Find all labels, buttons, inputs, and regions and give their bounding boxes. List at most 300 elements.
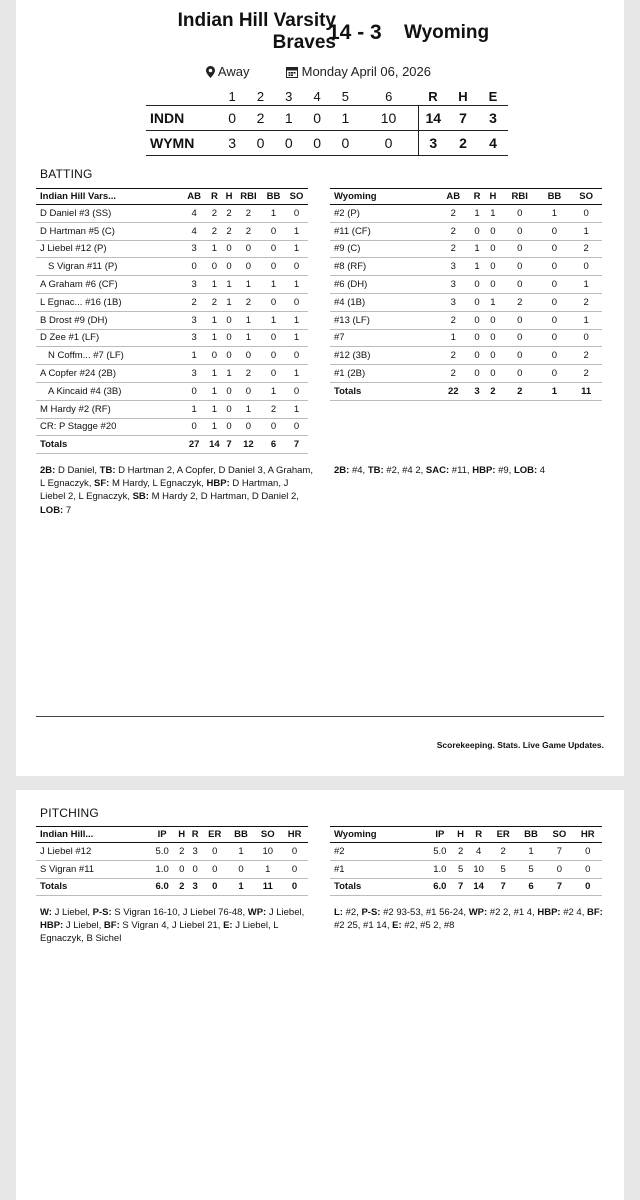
inning-score: 1 (331, 105, 359, 130)
total-cell: 1 (228, 878, 255, 896)
stat-cell: 0 (485, 276, 501, 294)
stat-cell: 2 (437, 240, 469, 258)
player-name: J Liebel #12 (P) (36, 240, 183, 258)
inning-score: 0 (303, 105, 331, 130)
player-name: #4 (1B) (330, 293, 437, 311)
column-header: HR (281, 827, 308, 843)
stat-cell: 0 (539, 258, 571, 276)
stat-cell: 3 (183, 240, 206, 258)
inning-score: 0 (331, 130, 359, 155)
inning-score: 0 (218, 105, 246, 130)
column-header: RBI (501, 189, 539, 205)
stat-cell: 3 (437, 258, 469, 276)
stat-cell: 0 (539, 276, 571, 294)
hits-header: H (458, 88, 468, 104)
stat-cell: 0 (485, 258, 501, 276)
stat-cell: 2 (454, 843, 468, 861)
inning-header: 5 (341, 88, 350, 104)
hits-total: 7 (448, 105, 478, 130)
note-label: WP: (247, 907, 267, 918)
total-cell: 0 (281, 878, 308, 896)
note-label: L: (334, 907, 343, 918)
note-text: S Vigran 4, J Liebel 21, (119, 920, 224, 932)
stat-cell: 2 (570, 347, 602, 365)
note-text: 4 (537, 465, 546, 476)
player-row (36, 276, 308, 294)
column-header: R (469, 189, 485, 205)
player-name: S Vigran #11 (P) (36, 258, 183, 276)
home-pitching-notes (40, 906, 316, 946)
stat-cell: 0 (223, 329, 234, 347)
column-header: ER (490, 827, 517, 843)
stat-cell: 10 (468, 860, 490, 878)
total-cell: 7 (454, 878, 468, 896)
stat-cell: 0 (285, 418, 308, 436)
totals-row (330, 382, 602, 400)
stat-cell: 0 (285, 205, 308, 223)
runs-total: 3 (418, 130, 448, 155)
stats-header-row (330, 189, 602, 205)
stat-cell: 0 (501, 329, 539, 347)
stat-cell: 0 (285, 347, 308, 365)
home-batting-notes (40, 464, 316, 517)
stat-cell: 1 (437, 329, 469, 347)
player-name: M Hardy #2 (RF) (36, 400, 183, 418)
stat-cell: 0 (223, 311, 234, 329)
player-row (330, 860, 602, 878)
note-label: W: (40, 907, 52, 918)
stat-cell: 1 (285, 222, 308, 240)
stat-cell: 1 (469, 258, 485, 276)
stat-cell: 3 (437, 276, 469, 294)
stat-cell: 0 (223, 347, 234, 365)
total-cell: 3 (469, 382, 485, 400)
stat-cell: 4 (183, 222, 206, 240)
stat-cell: 1 (285, 365, 308, 383)
stat-cell: 0 (539, 293, 571, 311)
stat-cell: 0 (485, 347, 501, 365)
stat-cell: 5 (454, 860, 468, 878)
column-header: BB (517, 827, 545, 843)
stat-cell: 1 (235, 400, 262, 418)
stat-cell: 0 (501, 258, 539, 276)
column-header: SO (285, 189, 308, 205)
linescore-row-home (146, 105, 508, 130)
note-text: J Liebel, (266, 907, 305, 918)
stats-header-row (36, 189, 308, 205)
home-team-line2: Braves (272, 32, 336, 53)
stat-cell: 1 (206, 240, 224, 258)
stat-cell: 0 (235, 418, 262, 436)
player-name: A Copfer #24 (2B) (36, 365, 183, 383)
calendar-icon (286, 66, 298, 78)
player-row (330, 205, 602, 223)
stat-cell: 0 (574, 843, 602, 861)
note-label: HBP: (40, 920, 64, 932)
total-cell: 11 (254, 878, 281, 896)
stat-cell: 0 (570, 205, 602, 223)
stat-cell: 2 (175, 843, 188, 861)
stat-cell: 0 (262, 293, 285, 311)
away-pitching-notes (334, 906, 610, 932)
stat-cell: 4 (183, 205, 206, 223)
stat-cell: 2 (223, 205, 234, 223)
column-header: Wyoming (330, 827, 426, 843)
runs-header: R (428, 88, 438, 104)
stat-cell: 4 (468, 843, 490, 861)
stat-cell: 2 (206, 222, 224, 240)
column-header: ER (202, 827, 228, 843)
column-header: RBI (235, 189, 262, 205)
stat-cell: 0 (285, 382, 308, 400)
stat-cell: 0 (570, 258, 602, 276)
total-cell: 7 (545, 878, 573, 896)
stat-cell: 0 (188, 860, 201, 878)
totals-label: Totals (36, 436, 183, 454)
player-row (330, 843, 602, 861)
note-text: #2, (342, 907, 362, 918)
column-header: H (485, 189, 501, 205)
stat-cell: 0 (501, 311, 539, 329)
stat-cell: 1.0 (149, 860, 175, 878)
inning-score: 10 (360, 105, 418, 130)
note-text: #2 25, #1 14, (334, 920, 393, 932)
player-row (330, 222, 602, 240)
stat-cell: 1 (570, 222, 602, 240)
player-row (36, 400, 308, 418)
total-cell: 12 (235, 436, 262, 454)
column-header: Wyoming (330, 189, 437, 205)
inning-score: 1 (275, 105, 303, 130)
player-row (36, 258, 308, 276)
linescore-header-row (146, 88, 508, 105)
date-text: Monday April 06, 2026 (301, 64, 431, 79)
stat-cell: 0 (539, 240, 571, 258)
note-label: TB: (99, 465, 116, 476)
stat-cell: 1 (485, 293, 501, 311)
home-pitching-table (36, 826, 308, 896)
column-header: HR (574, 827, 602, 843)
note-text: #2 2, #1 4, (487, 907, 538, 918)
stat-cell: 0 (235, 258, 262, 276)
stat-cell: 0 (235, 240, 262, 258)
note-text: #2 93-53, #1 56-24, (380, 907, 469, 918)
player-name: #7 (330, 329, 437, 347)
inning-score: 0 (275, 130, 303, 155)
stat-cell: 3 (437, 293, 469, 311)
stat-cell: 2 (490, 843, 517, 861)
stat-cell: 1 (206, 329, 224, 347)
pitching-page (16, 790, 624, 1200)
note-label: E: (392, 920, 402, 932)
stat-cell: 0 (539, 347, 571, 365)
stat-cell: 0 (202, 860, 228, 878)
player-name: B Drost #9 (DH) (36, 311, 183, 329)
inning-header: 4 (313, 88, 321, 104)
note-label: P-S: (361, 907, 381, 918)
column-header: SO (570, 189, 602, 205)
stat-cell: 1 (206, 311, 224, 329)
totals-label: Totals (36, 878, 149, 896)
note-label: BF: (103, 920, 120, 932)
player-row (36, 222, 308, 240)
stat-cell: 1 (539, 205, 571, 223)
player-name: #9 (C) (330, 240, 437, 258)
batting-page (16, 0, 624, 776)
inning-score: 3 (218, 130, 246, 155)
column-header: BB (262, 189, 285, 205)
stat-cell: 1 (228, 843, 255, 861)
total-cell: 7 (285, 436, 308, 454)
total-cell: 14 (468, 878, 490, 896)
player-row (330, 276, 602, 294)
stat-cell: 10 (254, 843, 281, 861)
stat-cell: 0 (262, 258, 285, 276)
total-cell: 0 (574, 878, 602, 896)
stat-cell: 0 (223, 400, 234, 418)
stat-cell: 0 (262, 329, 285, 347)
note-label: LOB: (40, 504, 64, 516)
column-header: H (175, 827, 188, 843)
stat-cell: 0 (501, 205, 539, 223)
stat-cell: 0 (485, 240, 501, 258)
stat-cell: 2 (223, 222, 234, 240)
note-label: SF: (94, 478, 110, 490)
player-row (36, 347, 308, 365)
column-header: H (454, 827, 468, 843)
player-name: #8 (RF) (330, 258, 437, 276)
total-cell: 11 (570, 382, 602, 400)
stat-cell: 1 (183, 400, 206, 418)
stat-cell: 2 (235, 293, 262, 311)
stat-cell: 1 (285, 276, 308, 294)
player-name: A Kincaid #4 (3B) (36, 382, 183, 400)
stat-cell: 0 (262, 222, 285, 240)
player-name: S Vigran #11 (36, 860, 149, 878)
player-row (36, 365, 308, 383)
stat-cell: 5 (517, 860, 545, 878)
stat-cell: 2 (437, 311, 469, 329)
player-row (330, 240, 602, 258)
stat-cell: 0 (262, 418, 285, 436)
stat-cell: 0 (485, 311, 501, 329)
player-row (330, 293, 602, 311)
note-label: HBP: (537, 907, 561, 918)
player-name: L Egnac... #16 (1B) (36, 293, 183, 311)
player-row (36, 382, 308, 400)
note-text: #2, #5 2, #8 (401, 920, 455, 932)
note-text: J Liebel, (63, 920, 104, 932)
totals-row (36, 878, 308, 896)
stat-cell: 0 (574, 860, 602, 878)
team-abbr: INDN (146, 105, 218, 130)
inning-header: 1 (228, 88, 236, 104)
stat-cell: 1 (285, 400, 308, 418)
stat-cell: 0 (285, 293, 308, 311)
stat-cell: 1 (223, 276, 234, 294)
stat-cell: 1 (206, 276, 224, 294)
stat-cell: 0 (262, 240, 285, 258)
stat-cell: 0 (469, 293, 485, 311)
total-cell: 2 (175, 878, 188, 896)
player-name: #13 (LF) (330, 311, 437, 329)
stat-cell: 1 (262, 382, 285, 400)
player-row (36, 843, 308, 861)
player-row (36, 860, 308, 878)
errors-total: 4 (478, 130, 508, 155)
note-text: D Hartman, J Liebel 2, L Egnaczyk, (40, 478, 289, 503)
stat-cell: 0 (235, 382, 262, 400)
stats-header-row (36, 827, 308, 843)
inning-score: 0 (303, 130, 331, 155)
stat-cell: 1 (254, 860, 281, 878)
stat-cell: 0 (235, 347, 262, 365)
away-batting-table (330, 188, 602, 401)
stat-cell: 0 (202, 843, 228, 861)
stat-cell: 0 (469, 222, 485, 240)
stat-cell: 2 (437, 347, 469, 365)
stat-cell: 2 (437, 205, 469, 223)
total-cell: 0 (202, 878, 228, 896)
stat-cell: 2 (570, 240, 602, 258)
player-row (36, 311, 308, 329)
stat-cell: 0 (469, 347, 485, 365)
stat-cell: 1 (206, 382, 224, 400)
stat-cell: 0 (175, 860, 188, 878)
totals-row (36, 436, 308, 454)
note-text: J Liebel, L Egnaczyk, B Sichel (40, 920, 279, 945)
total-cell: 14 (206, 436, 224, 454)
stat-cell: 0 (183, 382, 206, 400)
team-abbr: WYMN (146, 130, 218, 155)
column-header: R (468, 827, 490, 843)
stat-cell: 0 (539, 329, 571, 347)
runs-total: 14 (418, 105, 448, 130)
stat-cell: 1 (223, 365, 234, 383)
note-text: #2, #4 2, (383, 465, 426, 476)
player-name: #2 (P) (330, 205, 437, 223)
stat-cell: 0 (223, 382, 234, 400)
stat-cell: 5.0 (149, 843, 175, 861)
note-label: E: (223, 920, 233, 932)
stat-cell: 1 (206, 418, 224, 436)
inning-header: 3 (285, 88, 293, 104)
stat-cell: 0 (223, 418, 234, 436)
note-label: HBP: (472, 465, 496, 476)
stat-cell: 1 (517, 843, 545, 861)
note-label: TB: (367, 465, 384, 476)
stat-cell: 1 (570, 276, 602, 294)
column-header: AB (437, 189, 469, 205)
batting-section-title: BATTING (40, 167, 93, 181)
totals-row (330, 878, 602, 896)
note-label: SAC: (425, 465, 450, 476)
stat-cell: 0 (183, 418, 206, 436)
stat-cell: 2 (437, 222, 469, 240)
stat-cell: 3 (183, 365, 206, 383)
stat-cell: 0 (206, 258, 224, 276)
stat-cell: 5 (490, 860, 517, 878)
note-label: P-S: (92, 907, 112, 918)
note-text: 7 (63, 504, 72, 516)
totals-label: Totals (330, 382, 437, 400)
note-text: D Hartman 2, A Copfer, D Daniel 3, A Graham, L Egnaczyk, (40, 465, 313, 490)
stat-cell: 1 (183, 347, 206, 365)
stat-cell: 0 (223, 258, 234, 276)
player-name: #12 (3B) (330, 347, 437, 365)
player-name: D Hartman #5 (C) (36, 222, 183, 240)
location-text: Away (217, 64, 250, 79)
stat-cell: 2 (235, 205, 262, 223)
note-text: M Hardy, L Egnaczyk, (109, 478, 207, 490)
player-row (36, 329, 308, 347)
note-text: #2 4, (560, 907, 587, 918)
stat-cell: 1 (469, 205, 485, 223)
total-cell: 6 (262, 436, 285, 454)
stat-cell: 0 (539, 311, 571, 329)
player-name: CR: P Stagge #20 (36, 418, 183, 436)
total-cell: 2 (501, 382, 539, 400)
footer-divider (36, 716, 604, 717)
stat-cell: 2 (235, 365, 262, 383)
stat-cell: 2 (437, 365, 469, 383)
stat-cell: 3 (183, 276, 206, 294)
stat-cell: 2 (206, 205, 224, 223)
player-name: #6 (DH) (330, 276, 437, 294)
column-header: R (206, 189, 224, 205)
stat-cell: 0 (539, 222, 571, 240)
stat-cell: 0 (285, 258, 308, 276)
column-header: H (223, 189, 234, 205)
column-header: BB (228, 827, 255, 843)
stat-cell: 0 (183, 258, 206, 276)
stat-cell: 0 (501, 347, 539, 365)
location-pin-icon (206, 66, 215, 78)
errors-header: E (488, 88, 498, 104)
stat-cell: 0 (501, 240, 539, 258)
stat-cell: 1 (235, 311, 262, 329)
stat-cell: 0 (485, 222, 501, 240)
home-team-line1: Indian Hill Varsity (177, 10, 336, 31)
column-header: IP (426, 827, 453, 843)
column-header: SO (254, 827, 281, 843)
total-cell: 6.0 (149, 878, 175, 896)
stat-cell: 1 (206, 400, 224, 418)
inning-score: 0 (246, 130, 274, 155)
stat-cell: 2 (262, 400, 285, 418)
stat-cell: 0 (539, 365, 571, 383)
stat-cell: 1 (235, 276, 262, 294)
stat-cell: 7 (545, 843, 573, 861)
stat-cell: 0 (228, 860, 255, 878)
stat-cell: 2 (570, 365, 602, 383)
linescore-row-away (146, 130, 508, 155)
stat-cell: 0 (281, 843, 308, 861)
player-row (330, 311, 602, 329)
final-score: 14 - 3 (328, 21, 382, 44)
stat-cell: 0 (469, 311, 485, 329)
note-label: SB: (132, 491, 149, 503)
note-label: 2B: (334, 465, 350, 476)
stat-cell: 3 (188, 843, 201, 861)
inning-score: 2 (246, 105, 274, 130)
totals-label: Totals (330, 878, 426, 896)
stat-cell: 1 (285, 329, 308, 347)
hits-total: 2 (448, 130, 478, 155)
stat-cell: 0 (262, 347, 285, 365)
linescore-table (146, 88, 508, 156)
stat-cell: 0 (501, 365, 539, 383)
